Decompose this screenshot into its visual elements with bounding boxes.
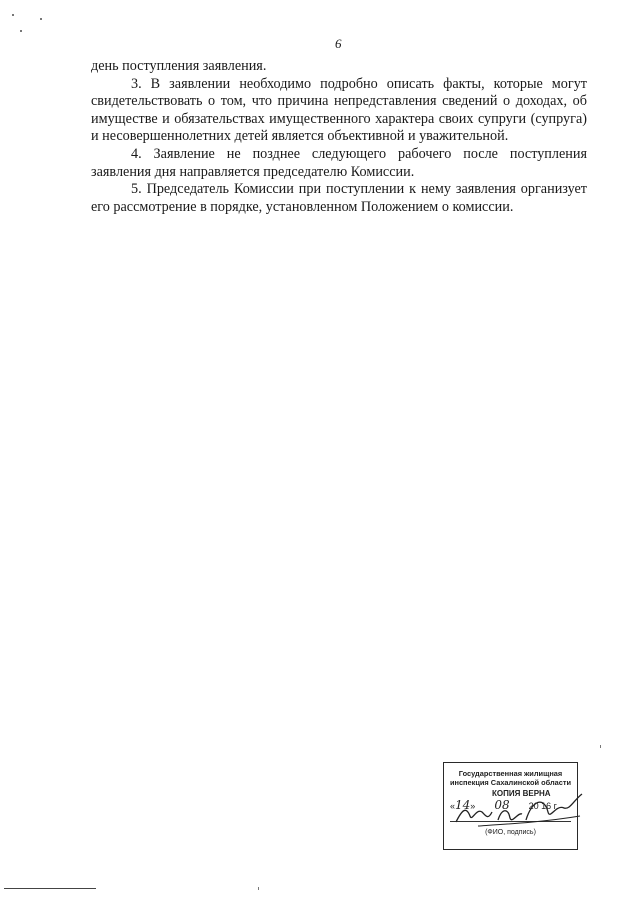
scan-speck bbox=[40, 18, 42, 20]
stamp-org-line1: Государственная жилищная bbox=[458, 769, 563, 778]
stamp-signature-label: (ФИО, подпись) bbox=[485, 829, 536, 836]
paragraph-5: 5. Председатель Комиссии при поступлении к нему заявления организует его рассмотрение в порядке, установленном Положением о комиссии. bbox=[91, 181, 587, 215]
handwritten-signature bbox=[448, 786, 598, 836]
scan-speck bbox=[20, 30, 22, 32]
stamp-day: 14 bbox=[455, 798, 471, 812]
stamp-copy-label: КОПИЯ ВЕРНА bbox=[492, 789, 551, 798]
stamp-month: 08 bbox=[494, 798, 510, 812]
document-body bbox=[91, 58, 587, 216]
scan-speck bbox=[12, 14, 14, 16]
page-number: 6 bbox=[335, 36, 342, 51]
paragraph-4: 4. Заявление не позднее следующего рабочего после поступления заявления дня направляется председателю Комиссии. bbox=[91, 145, 587, 180]
stamp-date: «14» 08 20 16 г. bbox=[450, 798, 559, 812]
stamp-organization bbox=[446, 770, 575, 787]
paragraph-continuation: день поступления заявления. bbox=[91, 58, 267, 74]
stamp-org-line2: инспекция Сахалинской области bbox=[449, 777, 572, 787]
paragraph-3: 3. В заявлении необходимо подробно описать факты, которые могут свидетельствовать о том, что причина непредставления сведений о доходах, об имуществе и обязательствах имущественного характера своих супруги (супруга) и несовершеннолетних детей является объективной и уважительной. bbox=[91, 75, 587, 145]
stamp-year: 20 16 г. bbox=[528, 801, 559, 811]
scan-speck bbox=[258, 887, 259, 890]
footer-rule bbox=[4, 888, 96, 889]
scan-speck bbox=[600, 745, 601, 748]
